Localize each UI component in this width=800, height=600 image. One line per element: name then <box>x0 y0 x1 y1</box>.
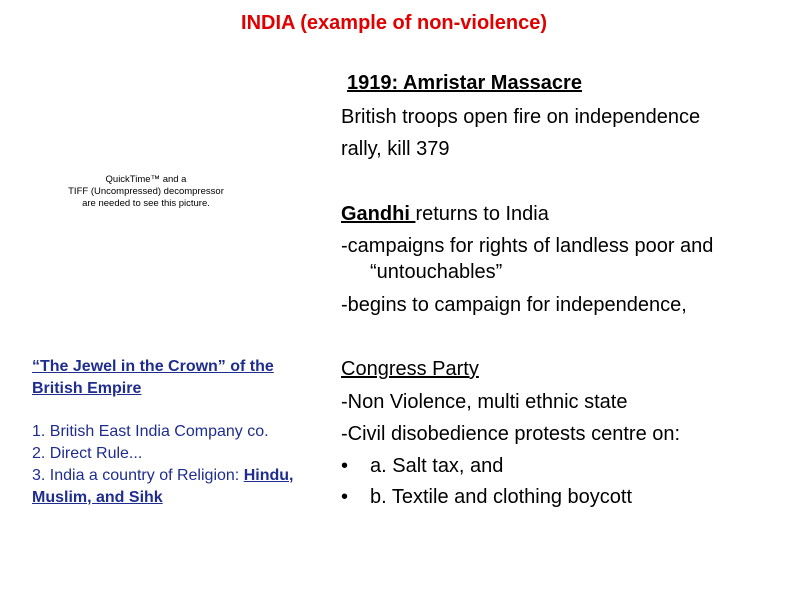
body-line-indented: “untouchables” <box>370 261 503 283</box>
bullet-text: a. Salt tax, and <box>370 455 504 477</box>
jewel-heading-line: British Empire <box>32 380 142 397</box>
missing-image-placeholder <box>66 174 226 210</box>
slide-title: INDIA (example of non-violence) <box>241 12 547 34</box>
religion-prefix: 3. India a country of Religion: <box>32 467 244 484</box>
bullet-item <box>341 455 503 478</box>
body-line: British troops open fire on independence <box>341 106 701 128</box>
bullet-icon: • <box>341 486 349 508</box>
gandhi-line <box>341 203 549 226</box>
bullet-text: b. Textile and clothing boycott <box>370 486 633 508</box>
jewel-heading-line: “The Jewel in the Crown” of the <box>32 358 274 375</box>
body-line: -begins to campaign for independence, <box>341 294 687 316</box>
gandhi-rest: returns to India <box>415 203 549 225</box>
bullet-item <box>341 486 632 509</box>
religion-highlight-continued: Muslim, and Sihk <box>32 489 163 506</box>
left-textbox <box>32 356 332 509</box>
bullet-icon: • <box>341 455 349 477</box>
body-line: -Civil disobedience protests centre on: <box>341 423 681 445</box>
placeholder-line: QuickTime™ and a <box>105 174 187 185</box>
gandhi-name: Gandhi <box>341 203 416 225</box>
body-line: -Non Violence, multi ethnic state <box>341 391 628 413</box>
congress-party-heading: Congress Party <box>341 358 479 380</box>
spacer <box>32 400 332 421</box>
left-list-item: 1. British East India Company co. <box>32 423 269 440</box>
body-line: rally, kill 379 <box>341 138 450 160</box>
left-list-item: 2. Direct Rule... <box>32 445 143 462</box>
body-line: -campaigns for rights of landless poor and <box>341 235 714 257</box>
placeholder-line: TIFF (Uncompressed) decompressor <box>68 186 224 197</box>
religion-highlight: Hindu, <box>243 467 294 484</box>
massacre-heading: 1919: Amristar Massacre <box>347 72 582 94</box>
left-list-item-religion <box>32 465 332 487</box>
placeholder-line: are needed to see this picture. <box>82 198 210 209</box>
